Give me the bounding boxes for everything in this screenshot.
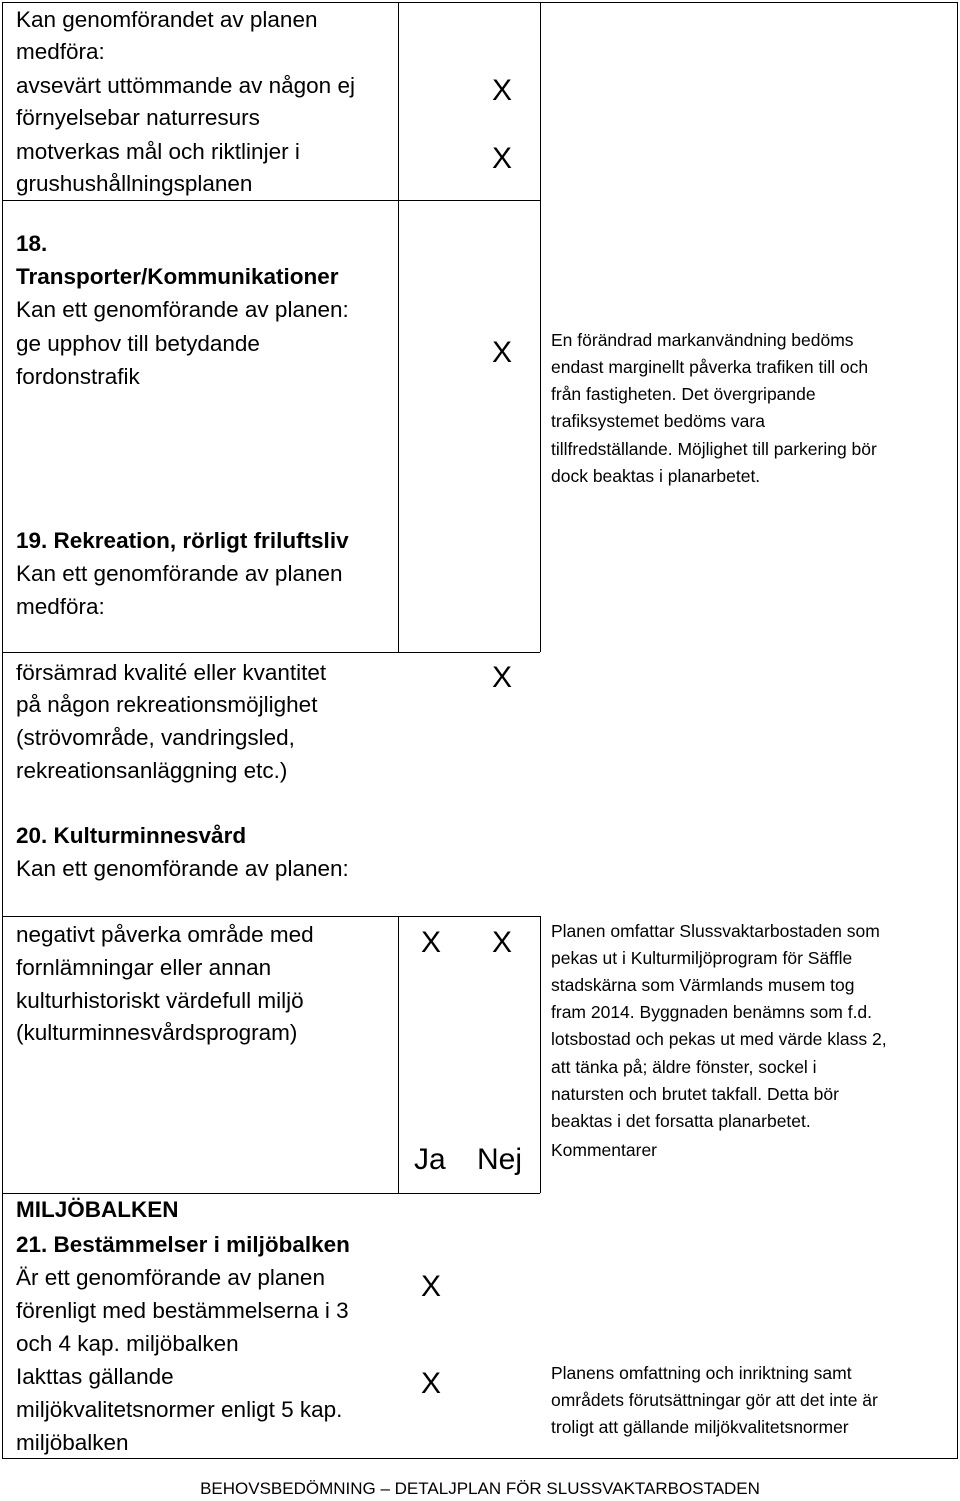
s18-comment-line: från fastigheten. Det övergripande <box>551 384 816 404</box>
s18-comment-line: dock beaktas i planarbetet. <box>551 466 761 486</box>
s20-question-line: fornlämningar eller annan <box>16 955 272 980</box>
s17-line: förnyelsebar naturresurs <box>16 105 260 130</box>
s17-line: avsevärt uttömmande av någon ej <box>16 73 355 98</box>
s18-mark: X <box>491 336 512 369</box>
s20-mark-ja: X <box>420 926 441 959</box>
header-kommentarer: Kommentarer <box>551 1140 658 1160</box>
row-divider <box>2 652 540 653</box>
s21-q1-mark: X <box>420 1270 441 1303</box>
s17-mark-2: X <box>491 142 512 175</box>
s20-line: Kan ett genomförande av planen: <box>16 856 349 881</box>
s20-comment-line: Planen omfattar Slussvaktarbostaden som <box>551 921 880 941</box>
column-divider-1 <box>398 2 399 652</box>
s21-q2-line: miljöbalken <box>16 1430 129 1455</box>
s17-line: Kan genomförandet av planen <box>16 7 318 32</box>
s21-q2-line: miljökvalitetsnormer enligt 5 kap. <box>16 1397 343 1422</box>
s21-title: 21. Bestämmelser i miljöbalken <box>16 1232 350 1257</box>
s21-q1-line: och 4 kap. miljöbalken <box>16 1331 239 1356</box>
s18-title: Transporter/Kommunikationer <box>16 264 339 289</box>
s20-comment-line: lotsbostad och pekas ut med värde klass 2, <box>551 1029 887 1049</box>
page-footer: BEHOVSBEDÖMNING – DETALJPLAN FÖR SLUSSVAKTARBOSTADEN <box>200 1479 760 1498</box>
s21-q2-comment-line: Planens omfattning och inriktning samt <box>551 1363 852 1383</box>
s18-line: ge upphov till betydande <box>16 331 260 356</box>
s21-heading: MILJÖBALKEN <box>16 1197 179 1222</box>
s18-line: Kan ett genomförande av planen: <box>16 297 349 322</box>
s19-question-line: (strövområde, vandringsled, <box>16 725 295 750</box>
s20-comment-line: pekas ut i Kulturmiljöprogram för Säffle <box>551 948 853 968</box>
s17-line: motverkas mål och riktlinjer i <box>16 139 300 164</box>
s19-title: 19. Rekreation, rörligt friluftsliv <box>16 528 349 553</box>
s21-q2-mark: X <box>420 1367 441 1400</box>
s18-comment-line: En förändrad markanvändning bedöms <box>551 330 854 350</box>
s20-comment-line: natursten och brutet takfall. Detta bör <box>551 1084 839 1104</box>
column-divider-1 <box>398 916 399 1193</box>
s19-question-line: på någon rekreationsmöjlighet <box>16 692 318 717</box>
s19-mark: X <box>491 661 512 694</box>
column-divider-2 <box>540 2 541 652</box>
s20-title: 20. Kulturminnesvård <box>16 823 247 848</box>
s18-comment-line: endast marginellt påverka trafiken till och <box>551 357 869 377</box>
s20-comment-line: stadskärna som Värmlands musem tog <box>551 975 855 995</box>
s20-comment-line: att tänka på; äldre fönster, sockel i <box>551 1057 817 1077</box>
s19-line: medföra: <box>16 594 105 619</box>
s20-mark-nej: X <box>491 926 512 959</box>
header-ja: Ja <box>414 1143 446 1176</box>
s17-line: grushushållningsplanen <box>16 171 253 196</box>
s19-line: Kan ett genomförande av planen <box>16 561 343 586</box>
row-divider <box>2 916 540 917</box>
s19-question-line: försämrad kvalité eller kvantitet <box>16 660 327 685</box>
s20-question-line: negativt påverka område med <box>16 922 314 947</box>
s21-q1-line: Är ett genomförande av planen <box>16 1265 325 1290</box>
s20-comment-line: beaktas i det forsatta planarbetet. <box>551 1111 811 1131</box>
s21-q2-comment-line: troligt att gällande miljökvalitetsnormer <box>551 1417 849 1437</box>
s18-comment-line: tillfredställande. Möjlighet till parkering bör <box>551 439 877 459</box>
column-divider-2 <box>540 916 541 1193</box>
s20-question-line: kulturhistoriskt värdefull miljö <box>16 988 304 1013</box>
s20-comment-line: fram 2014. Byggnaden benämns som f.d. <box>551 1002 873 1022</box>
s20-question-line: (kulturminnesvårdsprogram) <box>16 1020 298 1045</box>
s17-mark-1: X <box>491 74 512 107</box>
s21-q2-line: Iakttas gällande <box>16 1364 174 1389</box>
s21-q2-comment-line: områdets förutsättningar gör att det inte är <box>551 1390 878 1410</box>
s18-number: 18. <box>16 231 48 256</box>
s19-question-line: rekreationsanläggning etc.) <box>16 758 288 783</box>
s17-line: medföra: <box>16 39 105 64</box>
s18-line: fordonstrafik <box>16 364 140 389</box>
header-nej: Nej <box>477 1143 523 1176</box>
s21-q1-line: förenligt med bestämmelserna i 3 <box>16 1298 349 1323</box>
s18-comment-line: trafiksystemet bedöms vara <box>551 411 765 431</box>
